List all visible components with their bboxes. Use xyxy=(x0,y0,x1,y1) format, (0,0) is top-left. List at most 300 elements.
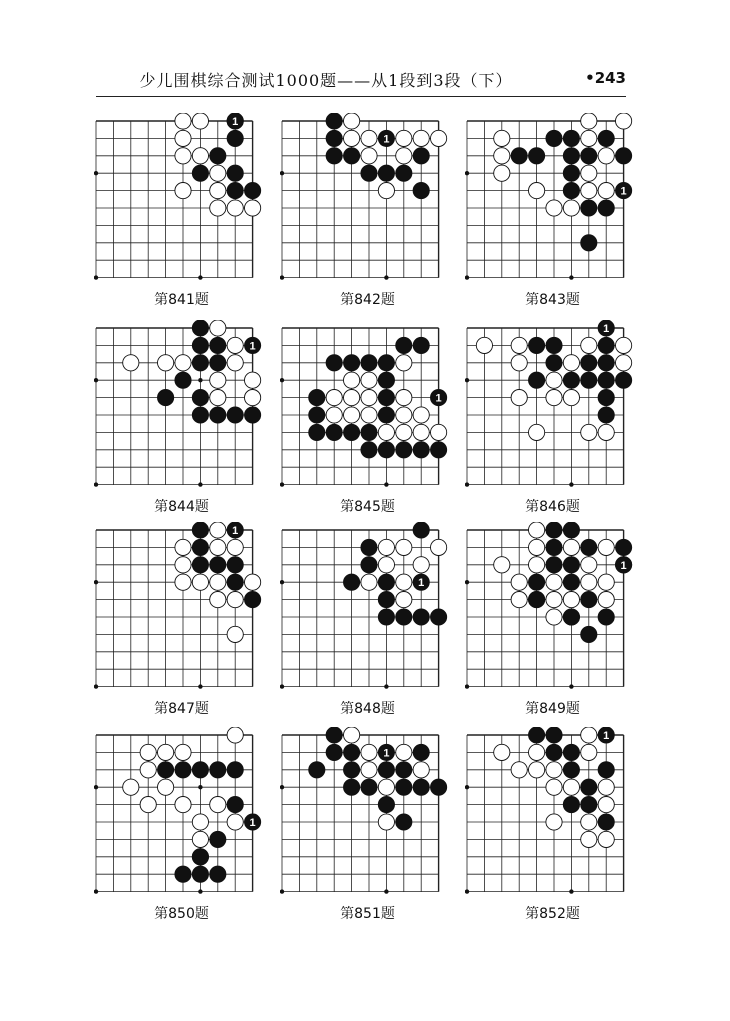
black-stone xyxy=(192,849,208,865)
star-point xyxy=(198,482,202,486)
problem-label: 第847题 xyxy=(154,701,209,717)
white-stone xyxy=(546,390,562,406)
white-stone xyxy=(227,337,243,353)
white-stone xyxy=(511,762,527,778)
white-stone xyxy=(378,814,394,830)
black-stone xyxy=(581,592,597,608)
black-stone xyxy=(529,574,545,590)
white-stone xyxy=(396,148,412,164)
white-stone xyxy=(245,200,261,216)
white-stone xyxy=(581,337,597,353)
black-stone xyxy=(378,355,394,371)
move-number: 1 xyxy=(232,116,239,128)
white-stone xyxy=(616,355,632,371)
problem-3 xyxy=(465,113,640,313)
black-stone xyxy=(326,113,342,129)
black-stone xyxy=(396,609,412,625)
white-stone xyxy=(598,539,614,555)
white-stone xyxy=(175,113,191,129)
white-stone xyxy=(361,390,377,406)
white-stone xyxy=(192,831,208,847)
black-stone xyxy=(344,148,360,164)
black-stone xyxy=(192,407,208,423)
go-board xyxy=(465,727,636,896)
white-stone xyxy=(563,539,579,555)
white-stone xyxy=(529,539,545,555)
star-point xyxy=(569,275,573,279)
white-stone xyxy=(175,183,191,199)
problem-label: 第844题 xyxy=(154,499,209,515)
black-stone xyxy=(598,407,614,423)
white-stone xyxy=(361,744,377,760)
problem-8 xyxy=(280,522,455,722)
black-stone xyxy=(563,148,579,164)
black-stone xyxy=(158,390,174,406)
white-stone xyxy=(175,130,191,146)
white-stone xyxy=(616,113,632,129)
white-stone xyxy=(511,592,527,608)
problem-label: 第846题 xyxy=(525,499,580,515)
white-stone xyxy=(175,797,191,813)
star-point xyxy=(94,785,98,789)
black-stone xyxy=(361,557,377,573)
white-stone xyxy=(581,727,597,743)
white-stone xyxy=(563,592,579,608)
problem-10 xyxy=(94,727,269,927)
black-stone xyxy=(396,337,412,353)
star-point xyxy=(465,889,469,893)
white-stone xyxy=(140,744,156,760)
white-stone xyxy=(598,574,614,590)
white-stone xyxy=(210,592,226,608)
white-stone xyxy=(598,183,614,199)
page-number-value: 243 xyxy=(594,69,626,87)
black-stone xyxy=(378,609,394,625)
black-stone xyxy=(344,744,360,760)
white-stone xyxy=(344,372,360,388)
black-stone xyxy=(413,442,429,458)
white-stone xyxy=(396,407,412,423)
black-stone xyxy=(546,337,562,353)
white-stone xyxy=(581,814,597,830)
white-stone xyxy=(529,424,545,440)
white-stone xyxy=(361,762,377,778)
star-point xyxy=(280,580,284,584)
page-header xyxy=(96,62,626,97)
black-stone xyxy=(227,130,243,146)
star-point xyxy=(198,378,202,382)
black-stone xyxy=(598,762,614,778)
white-stone xyxy=(563,779,579,795)
white-stone xyxy=(378,557,394,573)
white-stone xyxy=(361,148,377,164)
problem-label: 第851题 xyxy=(340,906,395,922)
white-stone xyxy=(396,592,412,608)
black-stone xyxy=(616,148,632,164)
white-stone xyxy=(123,779,139,795)
problem-4 xyxy=(94,320,269,520)
white-stone xyxy=(378,424,394,440)
black-stone xyxy=(192,355,208,371)
star-point xyxy=(465,580,469,584)
star-point xyxy=(280,378,284,382)
white-stone xyxy=(227,200,243,216)
white-stone xyxy=(158,744,174,760)
go-board xyxy=(94,320,265,489)
black-stone xyxy=(431,442,447,458)
book-title: 少儿围棋综合测试1000题——从1段到3段（下） xyxy=(139,71,513,90)
white-stone xyxy=(494,148,510,164)
go-board xyxy=(280,727,451,896)
black-stone xyxy=(378,165,394,181)
move-number: 1 xyxy=(383,747,390,760)
white-stone xyxy=(210,539,226,555)
star-point xyxy=(94,482,98,486)
white-stone xyxy=(158,355,174,371)
star-point xyxy=(569,482,573,486)
white-stone xyxy=(175,148,191,164)
white-stone xyxy=(413,130,429,146)
black-stone xyxy=(309,424,325,440)
black-stone xyxy=(396,814,412,830)
white-stone xyxy=(326,390,342,406)
black-stone xyxy=(396,442,412,458)
white-stone xyxy=(581,424,597,440)
black-stone xyxy=(598,609,614,625)
black-stone xyxy=(563,557,579,573)
black-stone xyxy=(413,183,429,199)
problem-label: 第848题 xyxy=(340,701,395,717)
white-stone xyxy=(210,390,226,406)
problem-label: 第852题 xyxy=(525,906,580,922)
black-stone xyxy=(344,762,360,778)
black-stone xyxy=(344,424,360,440)
black-stone xyxy=(413,337,429,353)
black-stone xyxy=(598,130,614,146)
black-stone xyxy=(378,592,394,608)
move-number: 1 xyxy=(383,133,390,146)
black-stone xyxy=(361,779,377,795)
go-board xyxy=(280,113,451,282)
white-stone xyxy=(123,355,139,371)
white-stone xyxy=(245,574,261,590)
black-stone xyxy=(529,337,545,353)
black-stone xyxy=(581,779,597,795)
go-board xyxy=(94,113,265,282)
go-board xyxy=(280,522,451,691)
white-stone xyxy=(581,831,597,847)
move-number: 1 xyxy=(620,185,627,198)
black-stone xyxy=(210,557,226,573)
white-stone xyxy=(140,797,156,813)
black-stone xyxy=(344,355,360,371)
move-number: 1 xyxy=(249,817,256,829)
black-stone xyxy=(546,539,562,555)
black-stone xyxy=(598,372,614,388)
go-board xyxy=(465,113,636,282)
star-point xyxy=(384,889,388,893)
white-stone xyxy=(616,337,632,353)
black-stone xyxy=(158,762,174,778)
black-stone xyxy=(378,407,394,423)
white-stone xyxy=(529,557,545,573)
black-stone xyxy=(227,165,243,181)
black-stone xyxy=(546,744,562,760)
white-stone xyxy=(546,372,562,388)
star-point xyxy=(280,171,284,175)
white-stone xyxy=(529,762,545,778)
problem-11 xyxy=(280,727,455,927)
star-point xyxy=(384,482,388,486)
move-number: 1 xyxy=(249,340,256,353)
white-stone xyxy=(476,337,492,353)
black-stone xyxy=(192,539,208,555)
white-stone xyxy=(326,407,342,423)
white-stone xyxy=(598,592,614,608)
problem-2 xyxy=(280,113,455,313)
white-stone xyxy=(598,831,614,847)
black-stone xyxy=(413,744,429,760)
star-point xyxy=(94,275,98,279)
move-number: 1 xyxy=(603,323,610,335)
white-stone xyxy=(175,355,191,371)
black-stone xyxy=(361,442,377,458)
white-stone xyxy=(494,557,510,573)
go-board xyxy=(465,522,636,691)
black-stone xyxy=(529,592,545,608)
star-point xyxy=(465,482,469,486)
black-stone xyxy=(192,866,208,882)
black-stone xyxy=(309,407,325,423)
white-stone xyxy=(396,539,412,555)
black-stone xyxy=(581,200,597,216)
black-stone xyxy=(245,183,261,199)
white-stone xyxy=(227,814,243,830)
black-stone xyxy=(227,762,243,778)
star-point xyxy=(569,684,573,688)
black-stone xyxy=(210,831,226,847)
star-point xyxy=(94,684,98,688)
black-stone xyxy=(344,779,360,795)
black-stone xyxy=(581,235,597,251)
move-number: 1 xyxy=(620,559,627,572)
black-stone xyxy=(563,165,579,181)
black-stone xyxy=(192,320,208,336)
black-stone xyxy=(227,797,243,813)
black-stone xyxy=(396,165,412,181)
white-stone xyxy=(344,130,360,146)
black-stone xyxy=(598,814,614,830)
star-point xyxy=(94,889,98,893)
star-point xyxy=(198,275,202,279)
black-stone xyxy=(563,609,579,625)
black-stone xyxy=(563,797,579,813)
white-stone xyxy=(210,797,226,813)
black-stone xyxy=(210,866,226,882)
black-stone xyxy=(529,372,545,388)
white-stone xyxy=(210,183,226,199)
white-stone xyxy=(210,200,226,216)
black-stone xyxy=(598,355,614,371)
black-stone xyxy=(361,539,377,555)
white-stone xyxy=(361,574,377,590)
star-point xyxy=(465,275,469,279)
black-stone xyxy=(413,148,429,164)
white-stone xyxy=(361,407,377,423)
black-stone xyxy=(581,626,597,642)
black-stone xyxy=(616,372,632,388)
black-stone xyxy=(361,165,377,181)
white-stone xyxy=(192,148,208,164)
white-stone xyxy=(344,390,360,406)
problem-label: 第841题 xyxy=(154,292,209,308)
black-stone xyxy=(546,727,562,743)
white-stone xyxy=(227,592,243,608)
white-stone xyxy=(344,113,360,129)
white-stone xyxy=(581,165,597,181)
black-stone xyxy=(431,779,447,795)
white-stone xyxy=(227,355,243,371)
black-stone xyxy=(175,866,191,882)
black-stone xyxy=(245,592,261,608)
white-stone xyxy=(227,539,243,555)
black-stone xyxy=(326,130,342,146)
black-stone xyxy=(192,522,208,538)
white-stone xyxy=(175,539,191,555)
black-stone xyxy=(616,539,632,555)
black-stone xyxy=(210,407,226,423)
white-stone xyxy=(210,165,226,181)
black-stone xyxy=(511,148,527,164)
black-stone xyxy=(396,779,412,795)
white-stone xyxy=(431,539,447,555)
white-stone xyxy=(511,574,527,590)
white-stone xyxy=(396,390,412,406)
problem-label: 第849题 xyxy=(525,701,580,717)
go-board xyxy=(280,320,451,489)
black-stone xyxy=(175,762,191,778)
black-stone xyxy=(227,183,243,199)
white-stone xyxy=(581,113,597,129)
black-stone xyxy=(413,609,429,625)
star-point xyxy=(280,482,284,486)
white-stone xyxy=(413,407,429,423)
white-stone xyxy=(546,779,562,795)
black-stone xyxy=(227,574,243,590)
star-point xyxy=(569,889,573,893)
white-stone xyxy=(598,779,614,795)
white-stone xyxy=(245,372,261,388)
black-stone xyxy=(210,148,226,164)
white-stone xyxy=(598,424,614,440)
black-stone xyxy=(413,522,429,538)
white-stone xyxy=(210,522,226,538)
black-stone xyxy=(210,355,226,371)
black-stone xyxy=(598,337,614,353)
problem-5 xyxy=(280,320,455,520)
black-stone xyxy=(529,148,545,164)
white-stone xyxy=(192,814,208,830)
black-stone xyxy=(546,557,562,573)
white-stone xyxy=(494,165,510,181)
white-stone xyxy=(378,779,394,795)
white-stone xyxy=(413,424,429,440)
white-stone xyxy=(563,200,579,216)
white-stone xyxy=(598,797,614,813)
page-number xyxy=(585,69,626,87)
black-stone xyxy=(378,390,394,406)
white-stone xyxy=(563,390,579,406)
black-stone xyxy=(361,424,377,440)
black-stone xyxy=(210,337,226,353)
white-stone xyxy=(581,744,597,760)
black-stone xyxy=(563,183,579,199)
move-number: 1 xyxy=(418,577,425,590)
white-stone xyxy=(140,762,156,778)
white-stone xyxy=(396,574,412,590)
black-stone xyxy=(378,797,394,813)
problem-1 xyxy=(94,113,269,313)
white-stone xyxy=(546,200,562,216)
star-point xyxy=(94,378,98,382)
black-stone xyxy=(326,424,342,440)
white-stone xyxy=(546,762,562,778)
black-stone xyxy=(563,574,579,590)
black-stone xyxy=(431,609,447,625)
white-stone xyxy=(494,130,510,146)
page-number-bullet-icon: • xyxy=(585,69,595,87)
go-board xyxy=(94,522,265,691)
black-stone xyxy=(378,762,394,778)
move-number: 1 xyxy=(603,730,610,742)
white-stone xyxy=(581,574,597,590)
go-board xyxy=(94,727,265,896)
black-stone xyxy=(326,727,342,743)
move-number: 1 xyxy=(232,525,239,537)
white-stone xyxy=(529,522,545,538)
go-board xyxy=(465,320,636,489)
black-stone xyxy=(192,390,208,406)
black-stone xyxy=(192,337,208,353)
black-stone xyxy=(581,355,597,371)
black-stone xyxy=(563,372,579,388)
black-stone xyxy=(581,539,597,555)
black-stone xyxy=(563,522,579,538)
white-stone xyxy=(175,744,191,760)
black-stone xyxy=(175,372,191,388)
white-stone xyxy=(378,539,394,555)
black-stone xyxy=(326,744,342,760)
black-stone xyxy=(563,130,579,146)
star-point xyxy=(280,684,284,688)
white-stone xyxy=(227,727,243,743)
white-stone xyxy=(396,355,412,371)
black-stone xyxy=(378,372,394,388)
white-stone xyxy=(210,372,226,388)
black-stone xyxy=(326,148,342,164)
white-stone xyxy=(175,557,191,573)
black-stone xyxy=(378,442,394,458)
problem-label: 第845题 xyxy=(340,499,395,515)
black-stone xyxy=(344,574,360,590)
white-stone xyxy=(598,148,614,164)
problem-7 xyxy=(94,522,269,722)
black-stone xyxy=(563,744,579,760)
white-stone xyxy=(158,779,174,795)
white-stone xyxy=(494,744,510,760)
problem-6 xyxy=(465,320,640,520)
star-point xyxy=(198,684,202,688)
